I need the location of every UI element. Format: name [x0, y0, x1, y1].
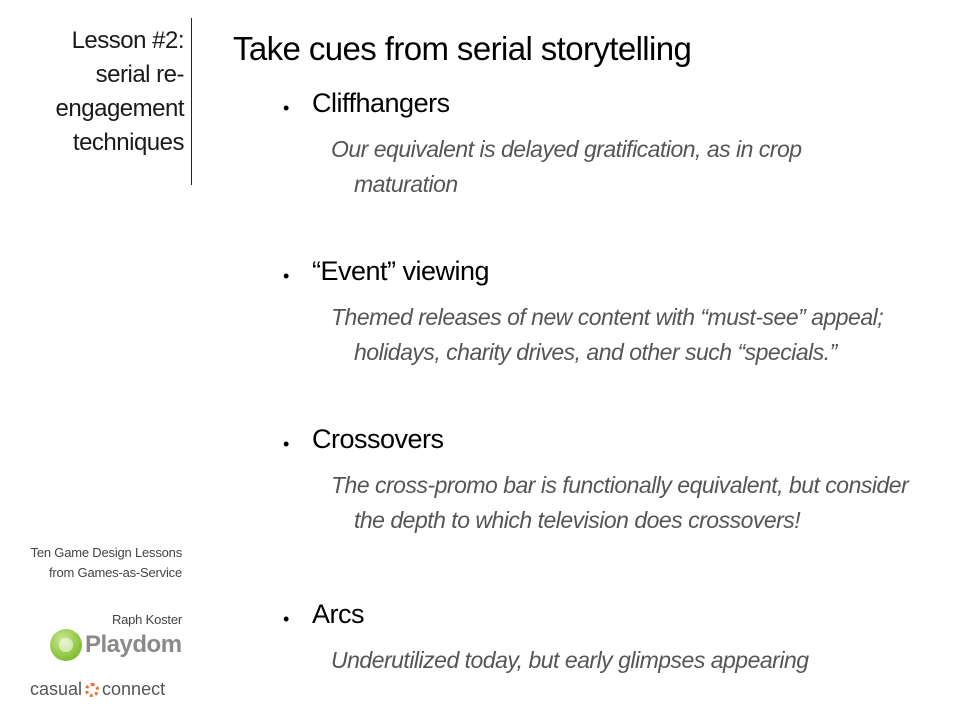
sunburst-icon	[85, 683, 99, 697]
bullet-description	[331, 300, 931, 370]
bullet-heading: “Event” viewing	[312, 256, 490, 286]
bullet-heading: Crossovers	[312, 424, 444, 454]
bullet-description	[331, 468, 931, 538]
casual-connect-logo	[30, 679, 165, 700]
bullet-description-line: The cross-promo bar is functionally equivalent, but consider	[331, 472, 909, 498]
vertical-divider	[191, 18, 192, 185]
bullet-description	[331, 643, 931, 678]
bullet-description-line: Underutilized today, but early glimpses appearing	[331, 647, 809, 673]
bullet-description	[331, 132, 931, 202]
playdom-wordmark: Playdom	[85, 631, 182, 658]
bullet-dot-icon: •	[283, 266, 290, 286]
bullet-heading: Arcs	[312, 599, 364, 629]
lesson-title-line: Lesson #2:	[71, 27, 184, 54]
bullet-dot-icon: •	[283, 609, 290, 629]
bullet-heading: Cliffhangers	[312, 88, 450, 118]
casual-wordmark: casual	[30, 679, 83, 699]
bullet-dot-icon: •	[283, 98, 290, 118]
bullet-description-line: maturation	[354, 171, 458, 197]
deck-title-line: Ten Game Design Lessons	[30, 545, 182, 560]
bullet-description-line: Themed releases of new content with “must-see” appeal;	[331, 304, 884, 330]
bullet-description-line: the depth to which television does crossovers!	[354, 507, 801, 533]
deck-title-line: from Games-as-Service	[48, 565, 182, 580]
lesson-title	[14, 24, 184, 160]
bullet-description-line: Our equivalent is delayed gratification, as in crop	[331, 136, 802, 162]
bullet-dot-icon: •	[283, 434, 290, 454]
lesson-title-line: serial re-	[95, 61, 184, 88]
deck-title	[2, 543, 182, 583]
lesson-title-line: engagement	[55, 95, 184, 122]
playdom-logo	[50, 627, 182, 663]
author-name-text: Raph Koster	[111, 612, 182, 627]
slide-title: Take cues from serial storytelling	[233, 30, 692, 67]
connect-wordmark: connect	[102, 679, 166, 699]
bullet-description-line: holidays, charity drives, and other such “specials.”	[354, 339, 837, 365]
playdom-globe-icon	[50, 629, 82, 661]
lesson-title-line: techniques	[72, 129, 184, 156]
